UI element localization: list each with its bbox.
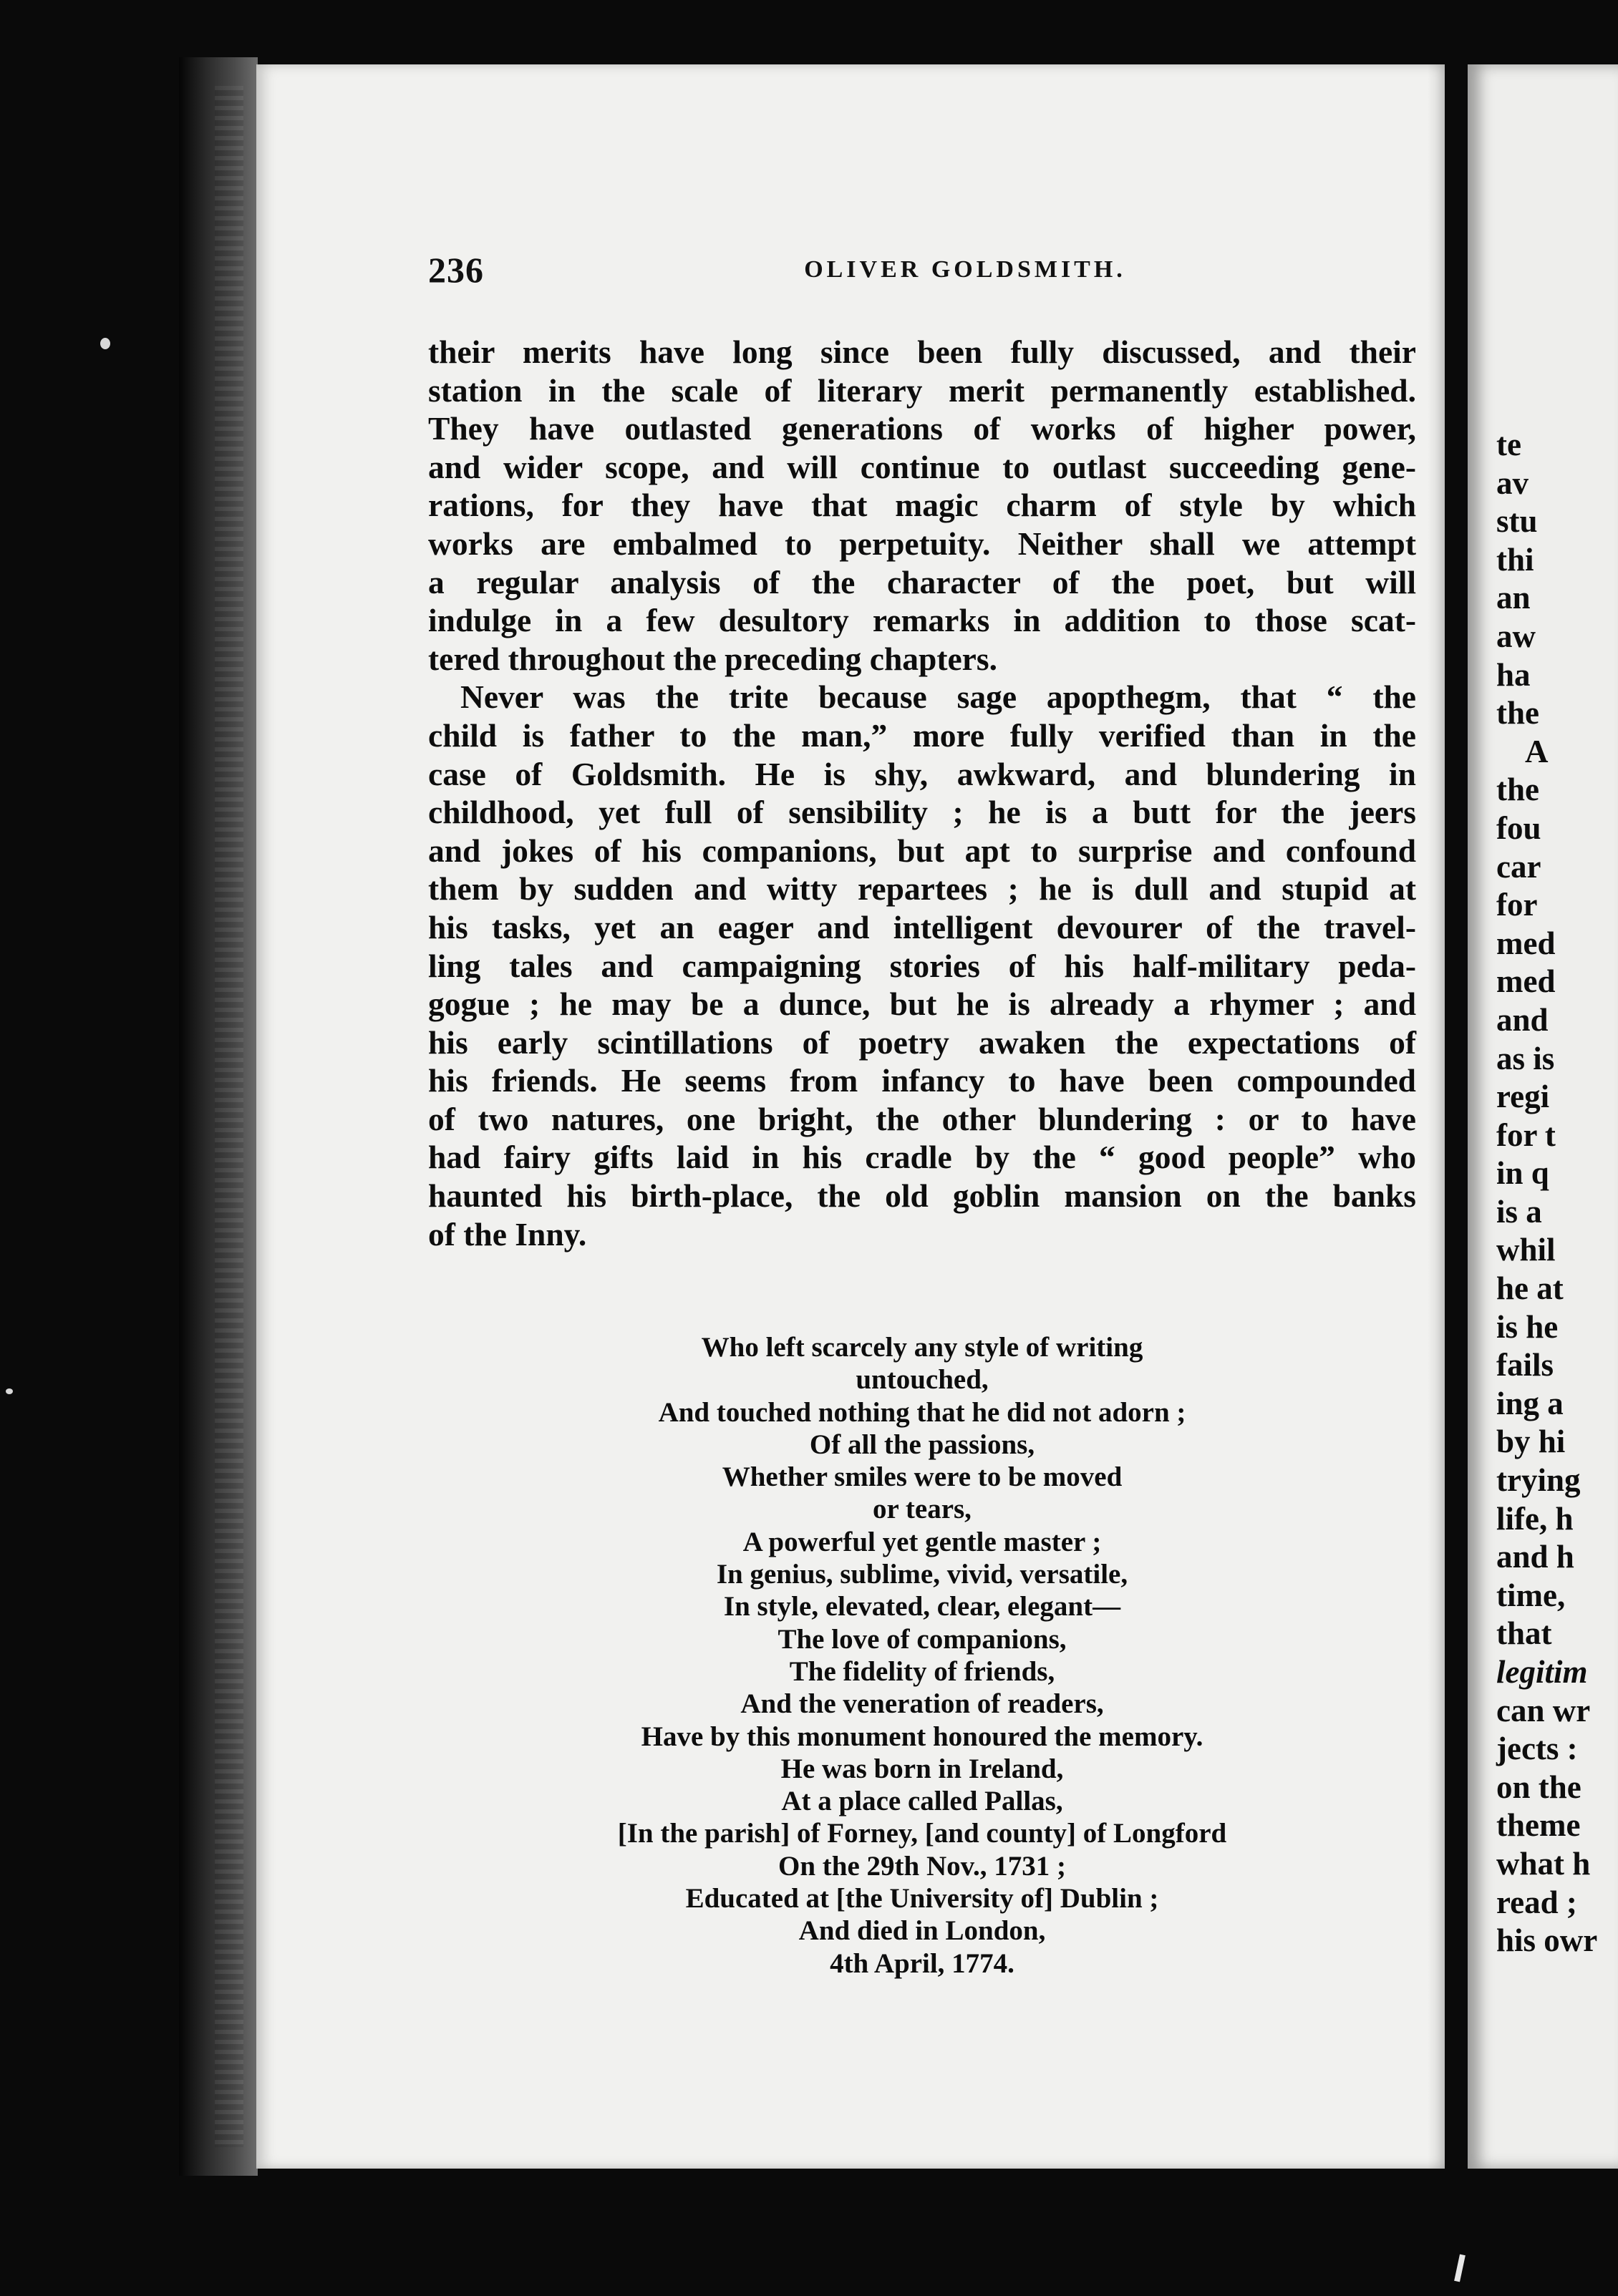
facing-fragment: med [1496,963,1556,1000]
facing-fragment: car [1496,848,1541,885]
facing-page [1468,64,1618,2169]
epitaph-line: Who left scarcely any style of writing [701,1332,1143,1363]
page-number: 236 [428,250,484,290]
facing-fragment: jects : [1496,1731,1578,1767]
text-line: They have outlasted generations of works of higher power, [428,410,1416,447]
facing-fragment: read ; [1496,1884,1577,1920]
text-line: them by sudden and witty repartees ; he is dull and stupid at [428,870,1416,908]
text-line: his early scintillations of poetry awaken the expectations of [428,1023,1416,1061]
facing-fragment: life, h [1496,1500,1574,1537]
facing-fragment: ing a [1496,1385,1564,1421]
epitaph-line: 4th April, 1774. [830,1947,1014,1979]
facing-fragment: that [1496,1615,1552,1652]
text-line: his tasks, yet an eager and intelligent devourer of the travel- [428,908,1416,945]
text-line: haunted his birth-place, the old goblin mansion on the banks [428,1177,1416,1215]
facing-fragment: on the [1496,1769,1581,1805]
text-line: and jokes of his companions, but apt to surprise and confound [428,832,1416,869]
running-title: OLIVER GOLDSMITH. [804,256,1126,283]
book-page [256,64,1445,2169]
scan-mark [1454,2254,1466,2282]
text-line: his friends. He seems from infancy to have been compounded [428,1062,1416,1099]
text-line: station in the scale of literary merit permanently established. [428,371,1416,409]
facing-fragment: for t [1496,1117,1556,1153]
facing-fragment: can wr [1496,1692,1591,1728]
facing-fragment: te [1496,427,1521,462]
text-line: their merits have long since been fully discussed, and their [428,334,1416,370]
facing-fragment: time, [1496,1577,1566,1613]
epitaph-line: And died in London, [798,1915,1046,1947]
facing-fragment: and [1496,1001,1549,1038]
facing-fragment: trying [1496,1462,1581,1499]
text-line: gogue ; he may be a dunce, but he is already a rhymer ; and [428,986,1416,1023]
facing-fragment: med [1496,925,1556,961]
text-line: case of Goldsmith. He is shy, awkward, and blundering in [428,755,1416,792]
facing-fragment: stu [1496,503,1538,540]
epitaph-inscription [450,1331,1395,1980]
facing-fragment: for [1496,887,1538,923]
text-line: of the Inny. [428,1215,587,1252]
facing-fragment: and h [1496,1539,1574,1575]
facing-fragment: an [1496,580,1531,616]
facing-fragment: what h [1496,1845,1591,1882]
text-line: ling tales and campaigning stories of his half-military peda- [428,947,1416,984]
facing-fragment: in q [1496,1155,1549,1192]
epitaph-line: Whether smiles were to be moved [722,1461,1123,1493]
text-line: child is father to the man,” more fully verified than in the [428,716,1416,754]
text-line: and wider scope, and will continue to outlast succeeding gene- [428,448,1416,485]
facing-fragment: fails [1496,1347,1554,1383]
facing-fragment: legitim [1496,1654,1588,1690]
text-line: works are embalmed to perpetuity. Neither shall we attempt [428,525,1416,562]
epitaph-line: Have by this monument honoured the memory. [641,1721,1203,1752]
epitaph-line: And touched nothing that he did not adorn ; [658,1396,1186,1428]
scan-speck [6,1388,13,1394]
facing-fragment: as is [1496,1040,1555,1076]
epitaph-line: Of all the passions, [809,1429,1035,1460]
binding-shadow [215,86,243,2147]
text-line: indulge in a few desultory remarks in addition to those scat- [428,602,1416,639]
epitaph-line: In genius, sublime, vivid, versatile, [716,1559,1128,1590]
epitaph-line: At a place called Pallas, [781,1786,1063,1817]
facing-page-text [1496,426,1618,1960]
facing-fragment: the [1496,772,1539,808]
scan-speck [100,338,110,349]
body-text [428,333,1416,1253]
text-line: had fairy gifts laid in his cradle by the “ good people” who [428,1139,1416,1176]
epitaph-line: Educated at [the University of] Dublin ; [685,1883,1159,1915]
running-head [428,249,1416,299]
facing-fragment: theme [1496,1807,1581,1844]
epitaph-line: On the 29th Nov., 1731 ; [778,1850,1066,1882]
facing-fragment: his owr [1496,1922,1598,1959]
text-line: a regular analysis of the character of the poet, but will [428,563,1416,600]
epitaph-line: The love of companions, [777,1623,1067,1655]
epitaph-line: untouched, [856,1364,989,1396]
facing-fragment: A [1525,733,1549,769]
facing-fragment: fou [1496,809,1541,846]
facing-fragment: is he [1496,1308,1559,1345]
facing-fragment: thi [1496,541,1534,578]
facing-fragment: whil [1496,1232,1556,1268]
facing-fragment: regi [1496,1079,1550,1115]
facing-fragment: ha [1496,656,1531,693]
epitaph-line: A powerful yet gentle master ; [742,1526,1102,1557]
epitaph-line: He was born in Ireland, [780,1753,1064,1784]
facing-fragment: is a [1496,1193,1542,1230]
epitaph-line: The fidelity of friends, [789,1655,1055,1687]
text-line: rations, for they have that magic charm of style by which [428,487,1416,524]
text-line: tered throughout the preceding chapters. [428,640,997,677]
epitaph-line: And the veneration of readers, [740,1688,1104,1720]
text-line: of two natures, one bright, the other blundering : or to have [428,1100,1416,1137]
facing-fragment: av [1496,464,1529,501]
paragraph-2 [428,678,1416,1253]
epitaph-line: In style, elevated, clear, elegant— [723,1591,1121,1623]
facing-fragment: the [1496,695,1539,731]
facing-fragment: by hi [1496,1424,1566,1460]
text-line: Never was the trite because sage apopthegm, that “ the [460,678,1416,716]
epitaph-line: or tears, [873,1494,972,1525]
epitaph-line: [In the parish] of Forney, [and county] of Longford [617,1818,1227,1849]
facing-fragment: aw [1496,618,1536,654]
facing-fragment: he at [1496,1270,1564,1307]
paragraph-1 [428,333,1416,678]
text-line: childhood, yet full of sensibility ; he is a butt for the jeers [428,794,1416,831]
